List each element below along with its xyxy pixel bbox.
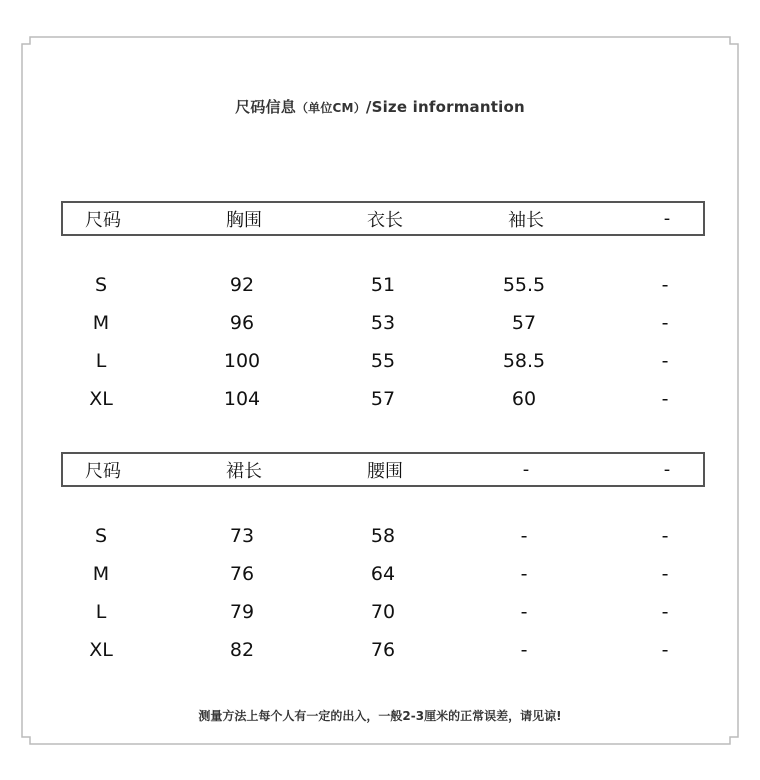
table-cell: 104 xyxy=(223,388,261,410)
table-row xyxy=(61,593,705,631)
title-suffix: /Size informantion xyxy=(365,98,525,116)
table-header xyxy=(61,452,705,487)
header-cell: - xyxy=(663,459,671,480)
table-cell: 70 xyxy=(370,601,396,623)
table-cell: M xyxy=(92,563,110,585)
table-cell: - xyxy=(661,274,669,296)
page-title xyxy=(0,96,760,117)
header-cell: 尺码 xyxy=(85,209,121,231)
table-header xyxy=(61,201,705,236)
table-cell: 58 xyxy=(370,525,396,547)
table-cell: 57 xyxy=(370,388,396,410)
table-cell: 58.5 xyxy=(502,350,546,372)
table-cell: S xyxy=(94,525,108,547)
table-cell: 64 xyxy=(370,563,396,585)
table-row xyxy=(61,517,705,555)
table-cell: - xyxy=(520,525,528,547)
table-cell: 76 xyxy=(229,563,255,585)
table-body xyxy=(61,266,705,418)
table-cell: - xyxy=(520,639,528,661)
table-cell: - xyxy=(661,601,669,623)
table-cell: - xyxy=(520,601,528,623)
table-row xyxy=(61,380,705,418)
table-cell: 96 xyxy=(229,312,255,334)
table-cell: S xyxy=(94,274,108,296)
table-cell: 82 xyxy=(229,639,255,661)
table-cell: 79 xyxy=(229,601,255,623)
header-cell: - xyxy=(522,459,530,480)
table-cell: - xyxy=(520,563,528,585)
header-cell: 腰围 xyxy=(367,460,403,482)
header-cell: 袖长 xyxy=(508,209,544,231)
header-cell: 衣长 xyxy=(367,209,403,231)
size-table-tops xyxy=(61,201,705,418)
table-cell: 73 xyxy=(229,525,255,547)
table-cell: - xyxy=(661,312,669,334)
table-cell: XL xyxy=(89,388,113,410)
table-cell: L xyxy=(95,601,107,623)
table-row xyxy=(61,342,705,380)
measurement-note: 测量方法上每个人有一定的出入，一般2-3厘米的正常误差，请见谅! xyxy=(198,709,562,723)
header-cell: 裙长 xyxy=(226,460,262,482)
header-cell: 尺码 xyxy=(85,460,121,482)
table-cell: 92 xyxy=(229,274,255,296)
table-cell: - xyxy=(661,525,669,547)
table-cell: 55 xyxy=(370,350,396,372)
table-cell: L xyxy=(95,350,107,372)
table-cell: 55.5 xyxy=(502,274,546,296)
table-cell: 76 xyxy=(370,639,396,661)
header-cell: 胸围 xyxy=(226,209,262,231)
table-row xyxy=(61,304,705,342)
table-cell: - xyxy=(661,388,669,410)
table-cell: 51 xyxy=(370,274,396,296)
table-cell: 100 xyxy=(223,350,261,372)
table-cell: M xyxy=(92,312,110,334)
table-cell: 60 xyxy=(511,388,537,410)
table-cell: - xyxy=(661,563,669,585)
table-cell: - xyxy=(661,639,669,661)
table-cell: - xyxy=(661,350,669,372)
table-cell: 57 xyxy=(511,312,537,334)
table-cell: 53 xyxy=(370,312,396,334)
header-cell: - xyxy=(663,208,671,229)
table-row xyxy=(61,631,705,669)
size-table-skirt xyxy=(61,452,705,669)
table-cell: XL xyxy=(89,639,113,661)
table-row xyxy=(61,555,705,593)
title-unit: （单位CM） xyxy=(295,101,366,115)
table-row xyxy=(61,266,705,304)
title-main: 尺码信息 xyxy=(235,98,296,116)
table-body xyxy=(61,517,705,669)
